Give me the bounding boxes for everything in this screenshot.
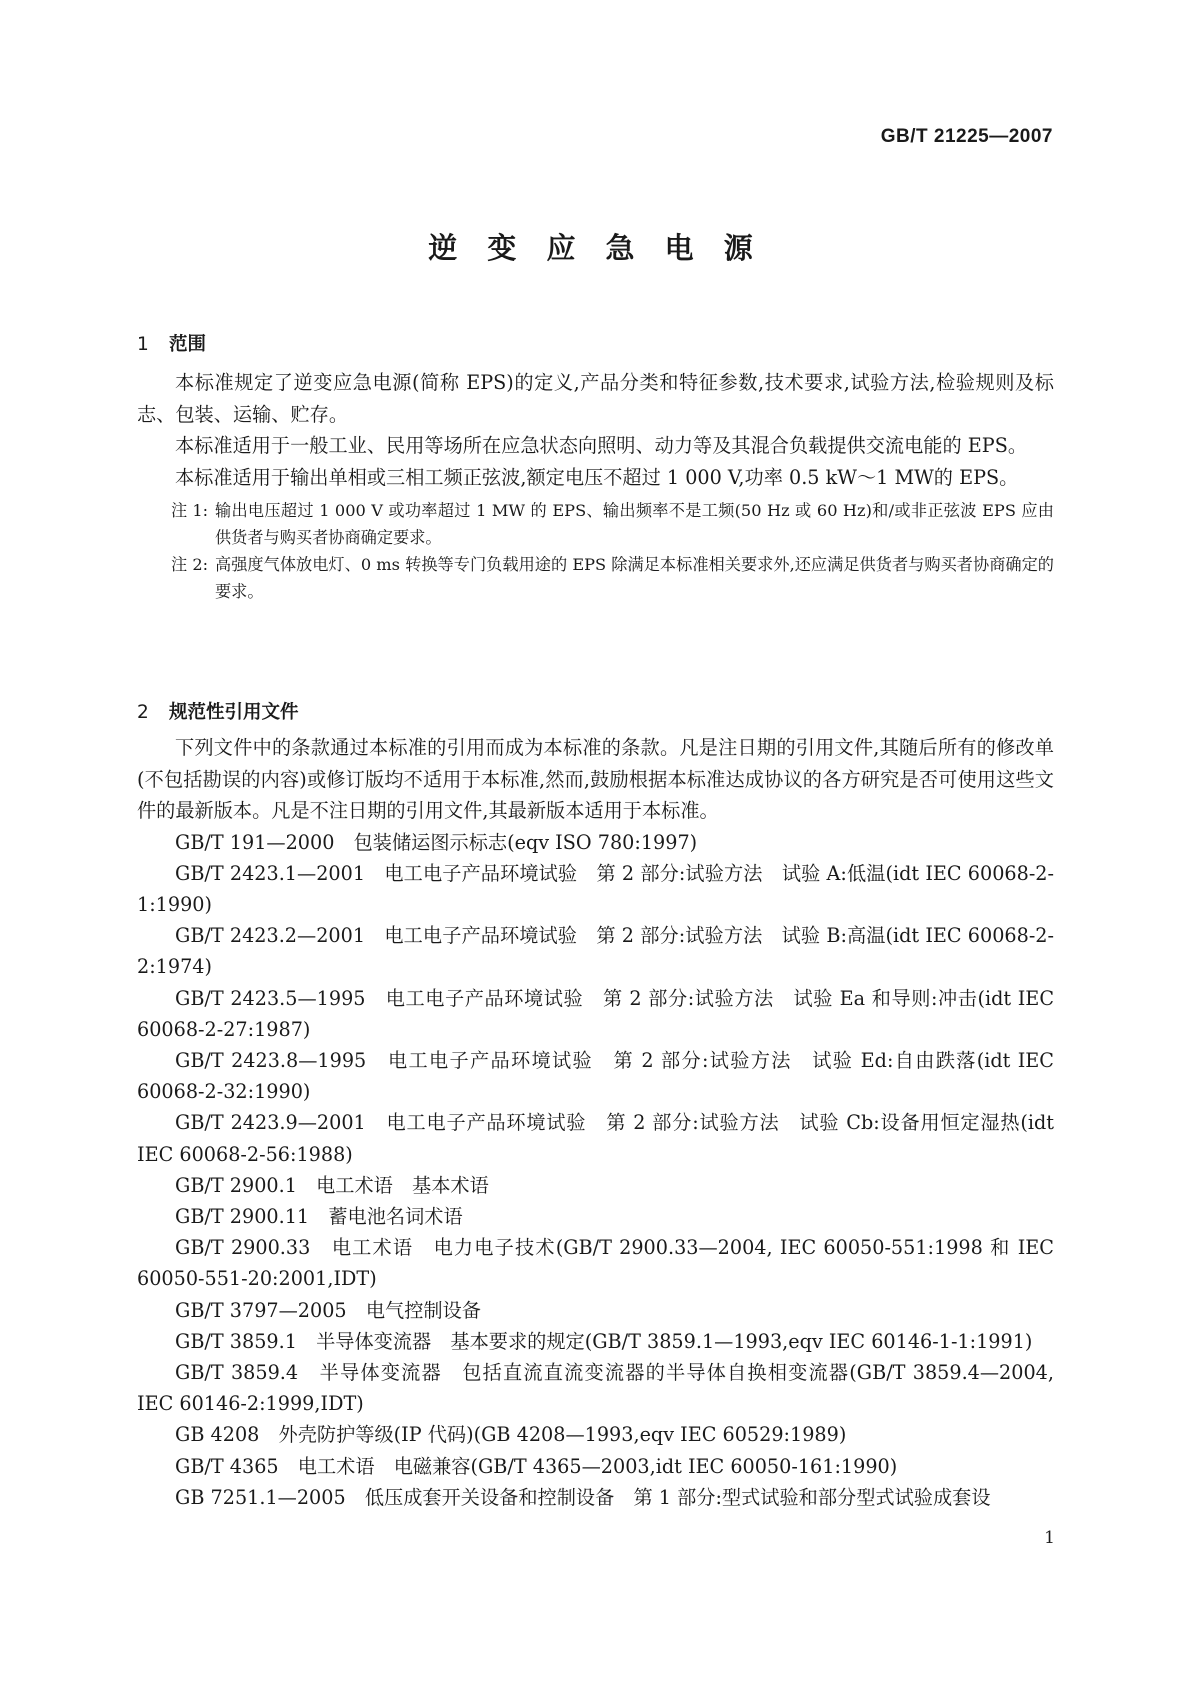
section-title: 规范性引用文件 bbox=[169, 702, 299, 723]
note bbox=[171, 497, 1054, 551]
reference-item: GB/T 3797—2005 电气控制设备 bbox=[175, 1298, 481, 1322]
reference-item: GB/T 2423.5—1995 电工电子产品环境试验 第 2 部分:试验方法 试验 Ea 和导则:冲击(idt IEC 60068-2-27:1987) bbox=[137, 986, 1054, 1041]
reference-item: GB/T 2423.8—1995 电工电子产品环境试验 第 2 部分:试验方法 试验 Ed:自由跌落(idt IEC 60068-2-32:1990) bbox=[137, 1048, 1054, 1104]
reference-item: GB/T 2423.9—2001 电工电子产品环境试验 第 2 部分:试验方法 试验 Cb:设备用恒定湿热(idt IEC 60068-2-56:1988) bbox=[137, 1111, 1054, 1166]
section-number: 1 bbox=[137, 334, 149, 355]
standard-code: GB/T 21225—2007 bbox=[880, 126, 1053, 147]
reference-item: GB 7251.1—2005 低压成套开关设备和控制设备 第 1 部分:型式试验和部分型式试验成套设 bbox=[175, 1485, 991, 1509]
document-title: 逆 变 应 急 电 源 bbox=[428, 231, 763, 265]
paragraph: 本标准规定了逆变应急电源(简称 EPS)的定义,产品分类和特征参数,技术要求,试验方法,检验规则及标志、包装、运输、贮存。 bbox=[137, 371, 1054, 426]
reference-item: GB/T 2900.33 电工术语 电力电子技术(GB/T 2900.33—2004, IEC 60050-551:1998 和 IEC 60050-551-20:2001,IDT) bbox=[137, 1236, 1054, 1291]
reference-item: GB/T 2423.2—2001 电工电子产品环境试验 第 2 部分:试验方法 试验 B:高温(idt IEC 60068-2-2:1974) bbox=[137, 924, 1054, 979]
paragraph: 本标准适用于一般工业、民用等场所在应急状态向照明、动力等及其混合负载提供交流电能的 EPS。 bbox=[175, 434, 1028, 457]
reference-item: GB/T 2900.1 电工术语 基本术语 bbox=[175, 1173, 489, 1197]
document-body bbox=[137, 330, 1054, 1509]
paragraph: 下列文件中的条款通过本标准的引用而成为本标准的条款。凡是注日期的引用文件,其随后所有的修改单(不包括勘误的内容)或修订版均不适用于本标准,然而,鼓励根据本标准达成协议的各方研究是否可使用这些文件的最新版本。凡是不注日期的引用文件,其最新版本适用于本标准。 bbox=[137, 736, 1054, 822]
notes bbox=[137, 497, 1054, 605]
reference-item: GB/T 2423.1—2001 电工电子产品环境试验 第 2 部分:试验方法 试验 A:低温(idt IEC 60068-2-1:1990) bbox=[137, 861, 1054, 916]
note bbox=[171, 551, 1054, 605]
paragraph: 本标准适用于输出单相或三相工频正弦波,额定电压不超过 1 000 V,功率 0.5 kW～1 MW的 EPS。 bbox=[175, 465, 1019, 489]
section-1-heading bbox=[137, 330, 1054, 364]
note-text: 高强度气体放电灯、0 ms 转换等专门负载用途的 EPS 除满足本标准相关要求外,还应满足供货者与购买者协商确定的要求。 bbox=[215, 555, 1054, 601]
reference-item: GB/T 191—2000 包装储运图示标志(eqv ISO 780:1997) bbox=[175, 830, 698, 854]
reference-item: GB/T 3859.4 半导体变流器 包括直流直流变流器的半导体自换相变流器(GB/T 3859.4—2004, IEC 60146-2:1999,IDT) bbox=[137, 1360, 1054, 1416]
section-number: 2 bbox=[137, 702, 149, 723]
reference-item: GB/T 2900.11 蓄电池名词术语 bbox=[175, 1204, 463, 1228]
section-title: 范围 bbox=[169, 334, 207, 355]
note-label: 注 2: bbox=[171, 555, 209, 574]
section-2-heading bbox=[137, 698, 299, 732]
reference-item: GB/T 3859.1 半导体变流器 基本要求的规定(GB/T 3859.1—1993,eqv IEC 60146-1-1:1991) bbox=[175, 1329, 1033, 1353]
section-1-body bbox=[137, 367, 1054, 605]
page-number: 1 bbox=[1044, 1528, 1055, 1548]
note-label: 注 1: bbox=[171, 501, 209, 520]
section-2-body bbox=[137, 732, 1054, 1513]
reference-item: GB/T 4365 电工术语 电磁兼容(GB/T 4365—2003,idt IEC 60050-161:1990) bbox=[175, 1454, 898, 1478]
reference-item: GB 4208 外壳防护等级(IP 代码)(GB 4208—1993,eqv IEC 60529:1989) bbox=[175, 1423, 847, 1447]
note-text: 输出电压超过 1 000 V 或功率超过 1 MW 的 EPS、输出频率不是工频(50 Hz 或 60 Hz)和/或非正弦波 EPS 应由供货者与购买者协商确定要求。 bbox=[215, 501, 1054, 547]
